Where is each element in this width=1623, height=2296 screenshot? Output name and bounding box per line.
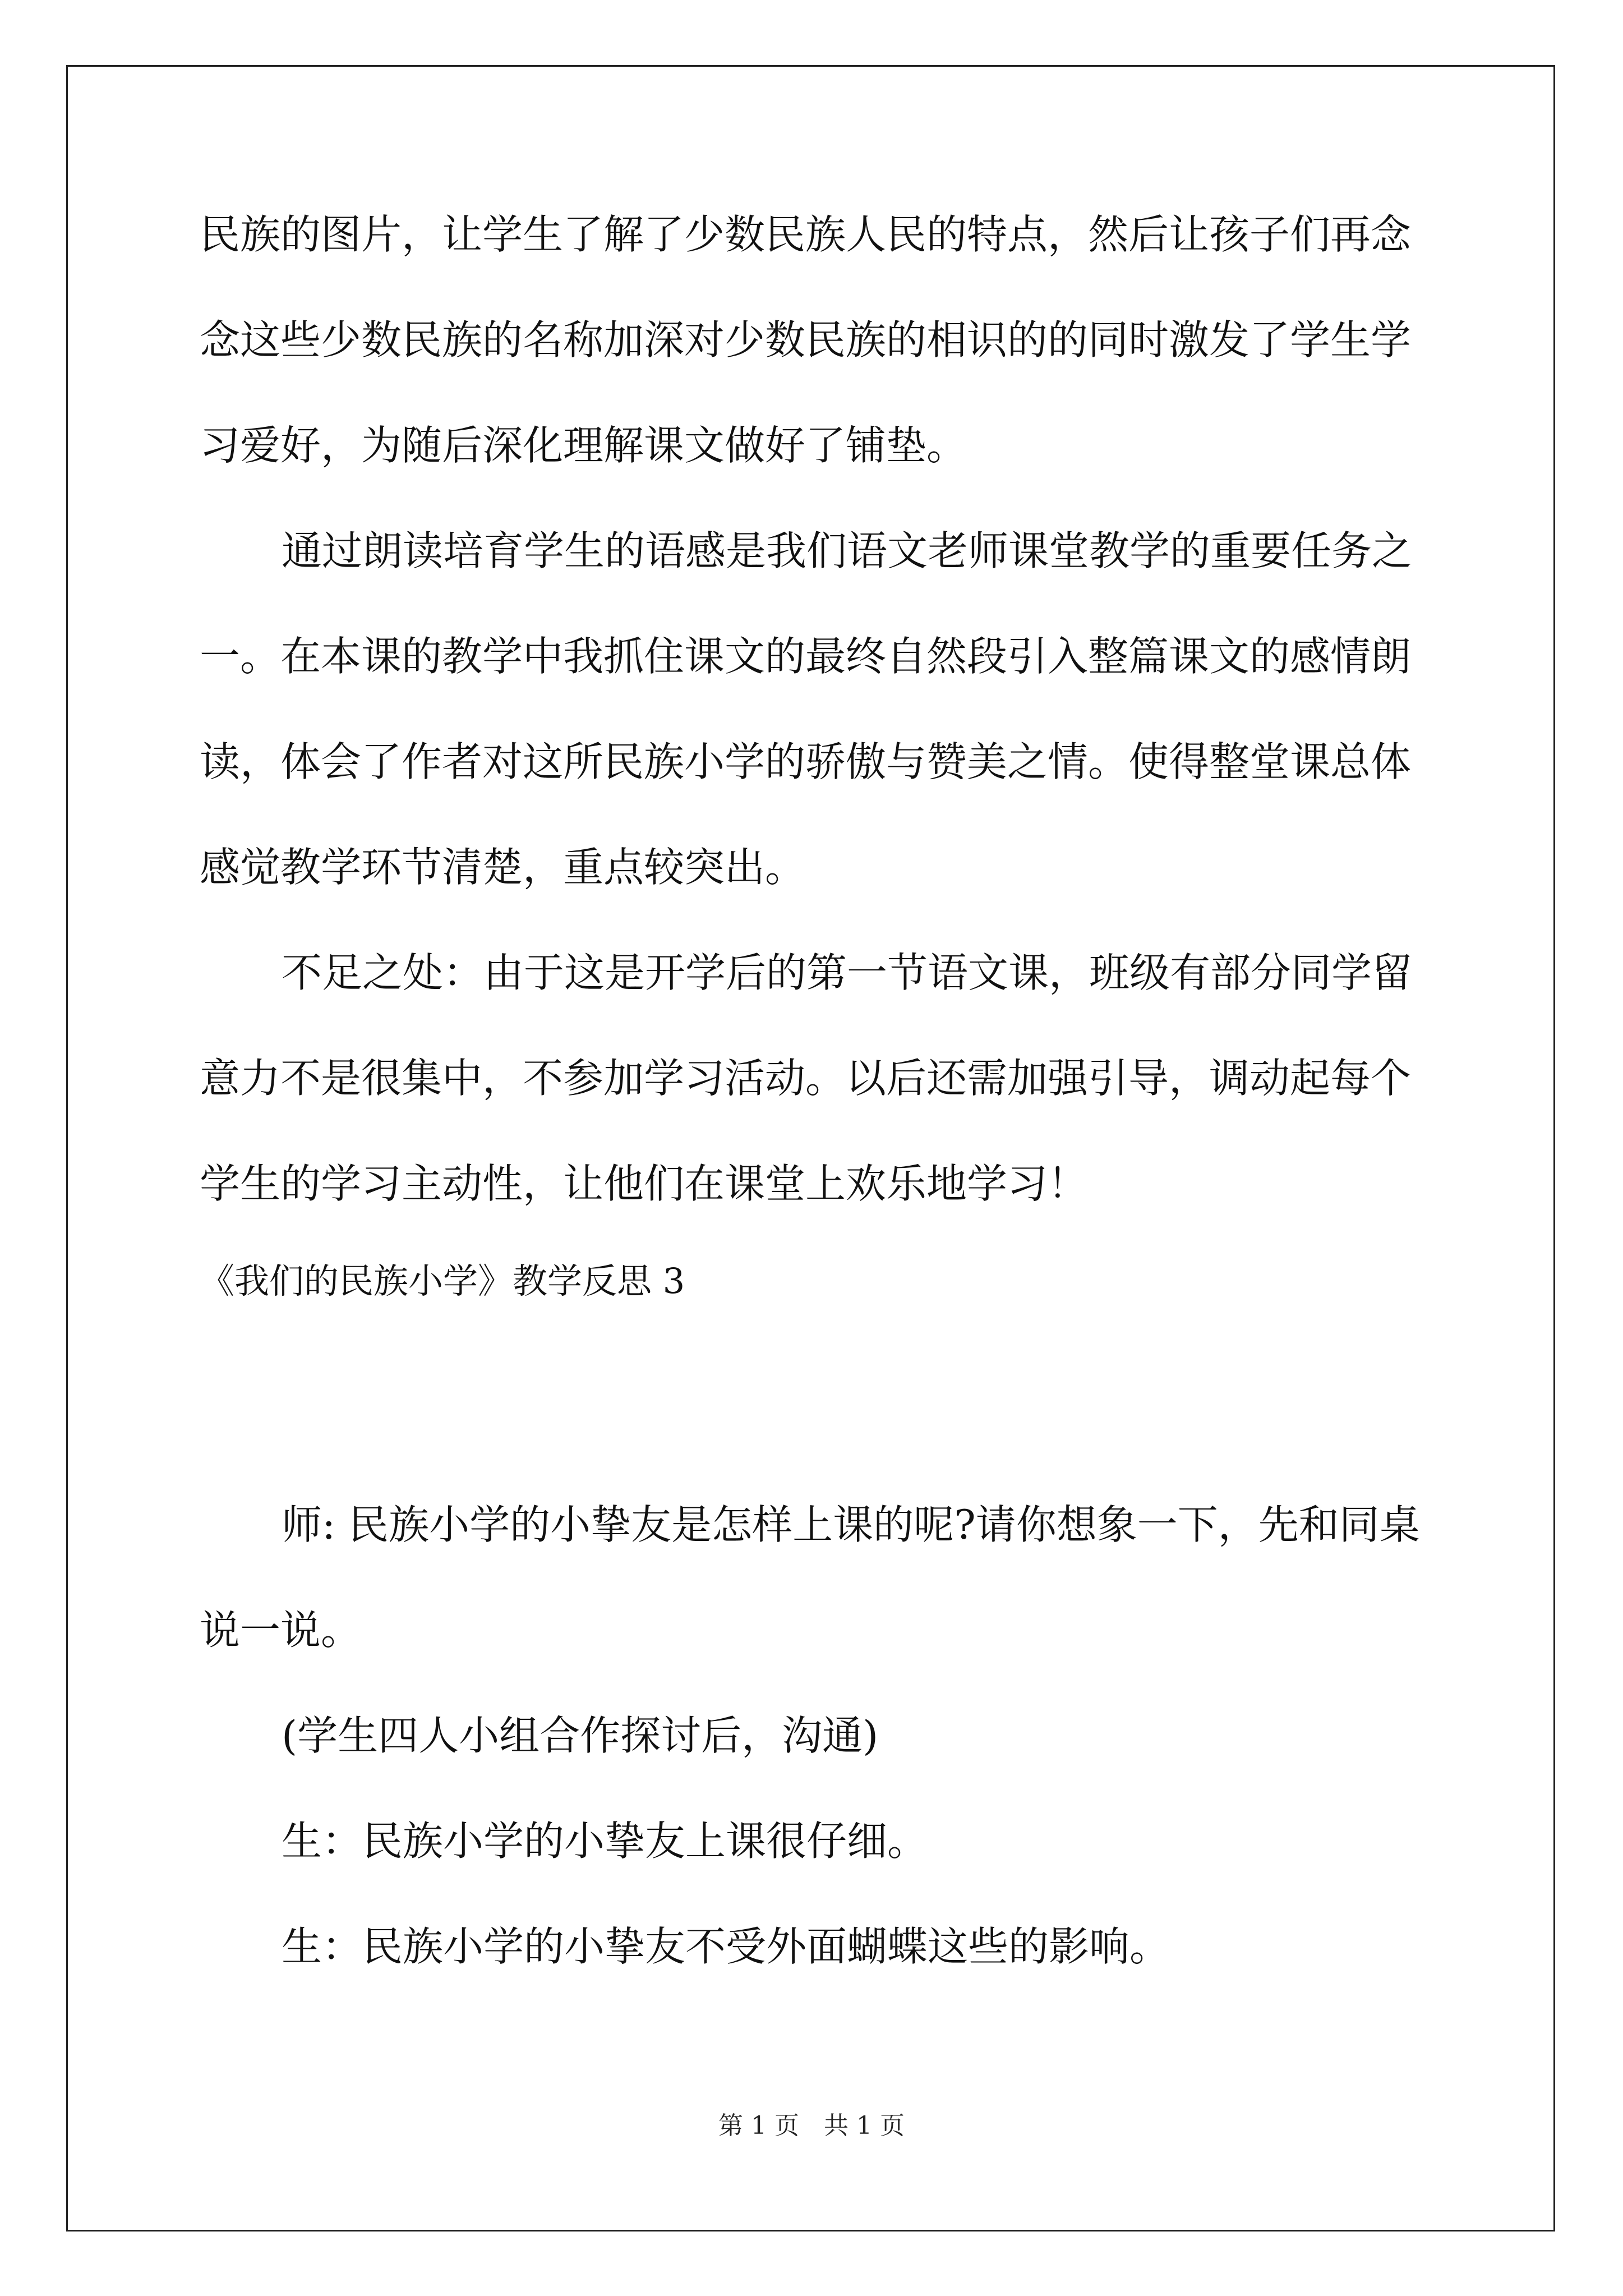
paragraph-3-line-2: 意力不是很集中，不参加学习活动。以后还需加强引导，调动起每个 [200,1055,1412,1102]
paragraph-1-line-3: 习爱好，为随后深化理解课文做好了铺垫。 [200,422,967,469]
paragraph-7-line-1: 生：民族小学的小挚友上课很仔细。 [282,1818,928,1865]
paragraph-3-line-1: 不足之处：由于这是开学后的第一节语文课，班级有部分同学留 [282,949,1413,996]
paragraph-8-line-1: 生：民族小学的小挚友不受外面蝴蝶这些的影响。 [282,1923,1170,1970]
paragraph-1-line-1: 民族的图片，让学生了解了少数民族人民的特点，然后让孩子们再念 [200,211,1412,258]
paragraph-3-line-3: 学生的学习主动性，让他们在课堂上欢乐地学习！ [200,1160,1089,1207]
paragraph-2-line-3: 读，体会了作者对这所民族小学的骄傲与赞美之情。使得整堂课总体 [200,738,1412,785]
paragraph-6-line-1: (学生四人小组合作探讨后，沟通) [282,1712,879,1759]
paragraph-5-line-1: 师: 民族小学的小挚友是怎样上课的呢?请你想象一下，先和同桌 [282,1501,1420,1548]
page-footer: 第 1 页 共 1 页 [718,2111,905,2140]
section-title: 《我们的民族小学》教学反思 3 [200,1260,685,1301]
paragraph-2-line-4: 感觉教学环节清楚，重点较突出。 [200,844,806,891]
paragraph-2-line-1: 通过朗读培育学生的语感是我们语文老师课堂教学的重要任务之 [282,527,1413,574]
paragraph-5-line-2: 说一说。 [200,1607,362,1654]
page-frame [66,65,1555,2231]
paragraph-2-line-2: 一。在本课的教学中我抓住课文的最终自然段引入整篇课文的感情朗 [200,633,1412,680]
paragraph-1-line-2: 念这些少数民族的名称加深对少数民族的相识的的同时激发了学生学 [200,316,1412,364]
